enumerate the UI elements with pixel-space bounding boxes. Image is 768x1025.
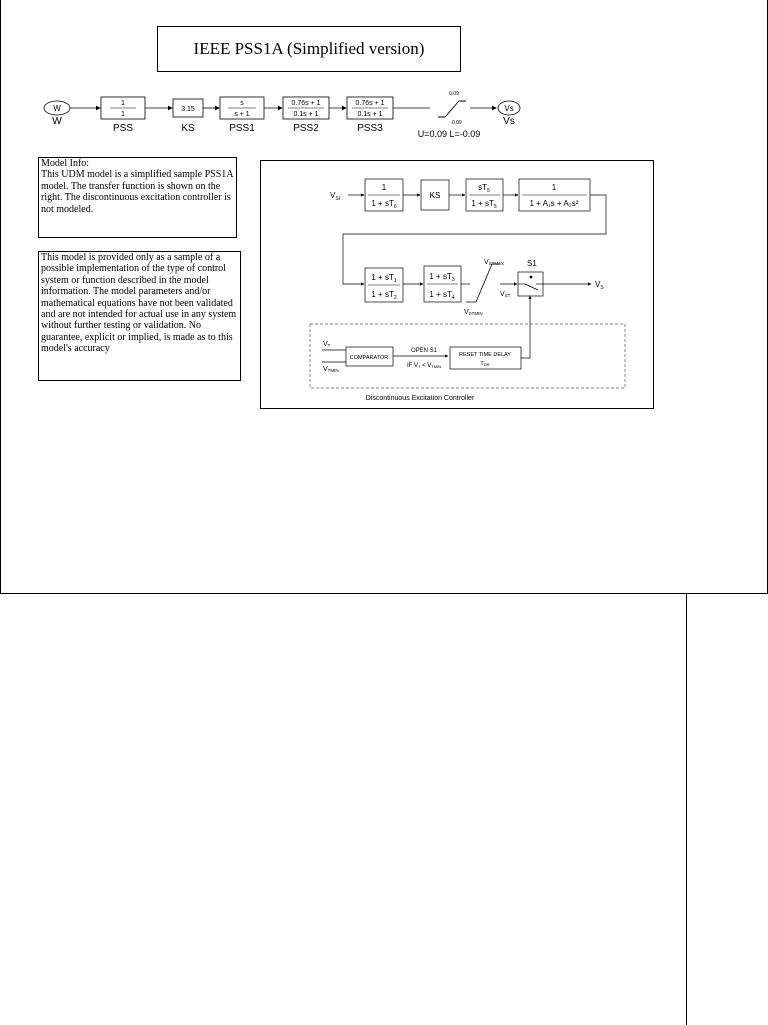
block-t6-lag (365, 179, 403, 211)
reference-diagram (260, 160, 654, 409)
svg-text:0.1s + 1: 0.1s + 1 (357, 111, 383, 118)
saturation-limiter[interactable] (418, 91, 481, 139)
svg-text:3.15: 3.15 (181, 106, 195, 113)
svg-text:1: 1 (121, 100, 125, 107)
svg-text:COMPARATOR: COMPARATOR (349, 355, 389, 361)
output-port-label: Vs (503, 116, 515, 127)
controller-caption: Discontinuous Excitation Controller (365, 395, 475, 402)
block-washout (466, 179, 503, 211)
block-label: KS (181, 123, 195, 134)
limiter-label: U=0.09 L=-0.09 (417, 129, 481, 139)
svg-text:VSTMIN: VSTMIN (464, 309, 483, 316)
svg-text:0.09: 0.09 (449, 91, 459, 97)
svg-text:1 + sT3: $1 + sT_3$ (429, 272, 455, 283)
block-lead-lag-2 (424, 266, 461, 302)
model-title: IEEE PSS1A (Simplified version) (157, 26, 461, 72)
svg-text:1: 1 (551, 183, 557, 192)
svg-text:sT5: $sT_5$ (478, 183, 490, 194)
svg-text:1 + sT4: $1 + sT_4$ (429, 290, 455, 301)
svg-text:1 + sT1: $1 + sT_1$ (371, 273, 397, 284)
open-s1-label: OPEN S1 (410, 348, 438, 354)
svg-text:1 + sT5: $1 + sT_5$ (471, 199, 497, 210)
svg-text:0.1s + 1: 0.1s + 1 (293, 111, 319, 118)
input-port-label: W (52, 116, 62, 127)
svg-text:1 + sT2: $1 + sT_2$ (371, 290, 397, 301)
svg-text:s: s (240, 100, 244, 107)
block-ks-gain (421, 180, 449, 210)
svg-text:RESET TIME DELAY: RESET TIME DELAY (459, 352, 511, 358)
svg-text:TDR: TDR (480, 361, 490, 367)
svg-text:1: 1 (381, 183, 387, 192)
block-pss3[interactable] (347, 97, 393, 134)
input-port-text: W (53, 104, 61, 113)
svg-text:1: 1 (121, 111, 125, 118)
block-ks[interactable] (173, 99, 203, 134)
svg-text:1 + A₁s + A₂s²: 1 + A₁s + A₂s² (529, 199, 579, 208)
svg-text:s + 1: s + 1 (234, 111, 250, 118)
vt-label: VT (323, 341, 331, 348)
block-label: PSS1 (229, 123, 255, 134)
blank-page (0, 593, 687, 1025)
block-label: PSS2 (293, 123, 319, 134)
svg-text:KS: KS (429, 191, 441, 200)
svg-text:-0.09: -0.09 (450, 120, 462, 126)
pss-block-chain (0, 80, 540, 140)
model-info-box: Model Info: This UDM model is a simplified sample PSS1A model. The transfer function is shown on the right. The discontinuous excitation controller is not modeled. (38, 157, 237, 238)
block-torsional-filter (519, 179, 590, 211)
block-lead-lag-1 (365, 268, 403, 302)
block-pss2[interactable] (283, 97, 329, 134)
input-vsi: $V_{SI}$ (330, 191, 341, 202)
output-port-text: Vs (504, 104, 514, 113)
vst-label: VST (500, 291, 511, 298)
output-vs: $V_S$ (595, 280, 604, 291)
svg-text:0.76s + 1: 0.76s + 1 (355, 100, 385, 107)
block-pss1[interactable] (220, 97, 264, 134)
block-pss[interactable] (101, 97, 145, 134)
reset-time-delay-block (450, 347, 521, 369)
block-label: PSS (112, 123, 134, 134)
vtmin-label: VTMIN (323, 366, 339, 373)
svg-text:VSTMAX: VSTMAX (484, 259, 505, 266)
disclaimer-box: This model is provided only as a sample of a possible implementation of the type of control system or function described in the model information. The model parameters and/or mathematical equations have not been validated and are not intended for actual use in any system without further testing or validation. No guarantee, explicit or implied, is made as to this model's accuracy (38, 251, 241, 381)
svg-text:0.76s + 1: 0.76s + 1 (291, 100, 321, 107)
condition-label: IF VT < VTMIN (406, 363, 442, 369)
block-label: PSS3 (357, 123, 383, 134)
comparator-block (346, 347, 393, 366)
svg-text:1 + sT6: $1 + sT_6$ (371, 199, 397, 210)
svg-text:S1: S1 (527, 259, 537, 268)
